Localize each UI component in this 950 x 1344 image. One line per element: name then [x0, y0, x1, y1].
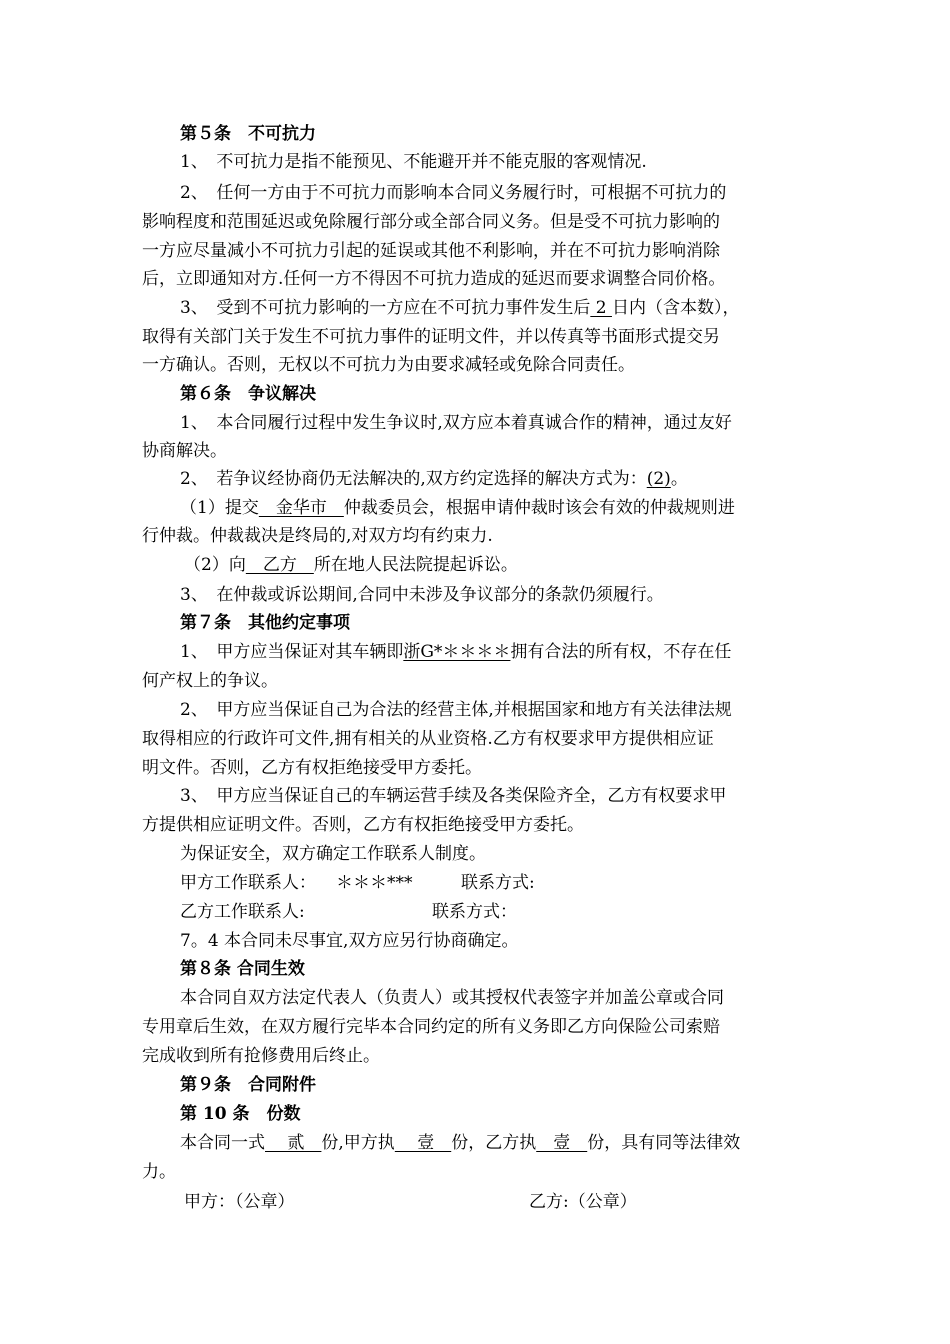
clause-text: 日内（含本数），	[611, 298, 740, 318]
article-6-heading: 第６条 争议解决	[180, 384, 316, 404]
arbitration-city-blank: 金华市	[258, 498, 344, 518]
days-blank: 2	[590, 298, 612, 318]
clause-text: 本合同一式	[180, 1133, 265, 1153]
article-8-line-3: 完成收到所有抢修费用后终止。	[142, 1046, 380, 1066]
party-a-copies-blank: 壹	[394, 1133, 452, 1153]
party-a-contact-method: 联系方式:	[461, 873, 535, 893]
article-6-option-1-line-1	[180, 496, 735, 520]
contact-system-statement: 为保证安全，双方确定工作联系人制度。	[180, 844, 486, 864]
party-a-contact-label: 甲方工作联系人：	[180, 873, 316, 893]
article-5-clause-3-line-2: 取得有关部门关于发生不可抗力事件的证明文件，并以传真等书面形式提交另	[142, 327, 720, 347]
court-party-blank: 乙方	[245, 555, 314, 575]
clause-text: 份，乙方执	[451, 1133, 537, 1153]
article-9-heading: 第９条 合同附件	[180, 1075, 316, 1095]
article-10-copies-line-2: 力。	[142, 1162, 176, 1182]
article-8-heading: 第８条 合同生效	[180, 959, 305, 979]
article-5-heading: 第５条 不可抗力	[180, 124, 316, 144]
clause-text: （2）向	[184, 555, 246, 575]
article-5-clause-2-line-1: 2、 任何一方由于不可抗力而影响本合同义务履行时，可根据不可抗力的	[180, 183, 727, 203]
vehicle-plate-blank: 浙G*＊＊＊＊	[403, 642, 511, 662]
clause-text: 所在地人民法院提起诉讼。	[313, 555, 518, 575]
article-7-clause-1-line-2: 何产权上的争议。	[142, 671, 278, 691]
resolution-choice-blank: (2)	[646, 469, 671, 489]
clause-text: 2、 若争议经协商仍无法解决的,双方约定选择的解决方式为：	[180, 469, 647, 489]
clause-text: 1、 甲方应当保证对其车辆即	[180, 642, 404, 662]
party-b-copies-blank: 壹	[536, 1133, 588, 1153]
clause-text: 份,甲方执	[321, 1133, 395, 1153]
article-7-clause-1-line-1	[180, 640, 731, 664]
party-a-contact-name: ＊＊＊***	[336, 873, 413, 893]
article-6-option-1-line-2: 行仲裁。仲裁裁决是终局的,对双方均有约束力.	[142, 526, 493, 546]
article-5-clause-1: 1、 不可抗力是指不能预见、不能避开并不能克服的客观情况.	[180, 152, 647, 172]
party-b-seal-label: 乙方:（公章）	[529, 1192, 637, 1212]
article-7-item-7-4: 7。4 本合同未尽事宜,双方应另行协商确定。	[180, 931, 519, 951]
article-6-clause-2	[180, 467, 688, 491]
clause-text: （1）提交	[180, 498, 259, 518]
clause-text: 仲裁委员会，根据申请仲裁时该会有效的仲裁规则进	[343, 498, 735, 518]
article-10-copies-line-1	[180, 1131, 740, 1155]
article-5-clause-3-line-1	[180, 296, 739, 320]
article-7-clause-3-line-1: 3、 甲方应当保证自己的车辆运营手续及各类保险齐全，乙方有权要求甲	[180, 786, 727, 806]
clause-text: 。	[670, 469, 688, 489]
article-6-clause-1-line-1: 1、 本合同履行过程中发生争议时,双方应本着真诚合作的精神，通过友好	[180, 413, 732, 433]
article-6-clause-1-line-2: 协商解决。	[142, 441, 227, 461]
article-6-option-2	[184, 553, 518, 577]
article-8-line-2: 专用章后生效，在双方履行完毕本合同约定的所有义务即乙方向保险公司索赔	[142, 1017, 720, 1037]
article-7-clause-3-line-2: 方提供相应证明文件。否则，乙方有权拒绝接受甲方委托。	[142, 815, 584, 835]
article-5-clause-2-line-3: 一方应尽量减小不可抗力引起的延误或其他不利影响，并在不可抗力影响消除	[142, 241, 720, 261]
total-copies-blank: 贰	[265, 1133, 322, 1153]
clause-text: 拥有合法的所有权，不存在任	[510, 642, 732, 662]
clause-text: 份，具有同等法律效	[587, 1133, 741, 1153]
article-5-clause-2-line-2: 影响程度和范围延迟或免除履行部分或全部合同义务。但是受不可抗力影响的	[142, 212, 720, 232]
article-5-clause-3-line-3: 一方确认。否则，无权以不可抗力为由要求减轻或免除合同责任。	[142, 355, 635, 375]
article-8-line-1: 本合同自双方法定代表人（负责人）或其授权代表签字并加盖公章或合同	[180, 988, 724, 1008]
article-10-heading: 第 10 条 份数	[180, 1104, 301, 1124]
article-5-clause-2-line-4: 后，立即通知对方.任何一方不得因不可抗力造成的延迟而要求调整合同价格。	[142, 269, 726, 289]
party-b-contact-method: 联系方式：	[432, 902, 517, 922]
article-7-clause-2-line-2: 取得相应的行政许可文件,拥有相关的从业资格.乙方有权要求甲方提供相应证	[142, 729, 714, 749]
article-7-clause-2-line-1: 2、 甲方应当保证自己为合法的经营主体,并根据国家和地方有关法律法规	[180, 700, 732, 720]
article-7-clause-2-line-3: 明文件。否则，乙方有权拒绝接受甲方委托。	[142, 758, 482, 778]
article-7-heading: 第７条 其他约定事项	[180, 613, 350, 633]
party-b-contact-label: 乙方工作联系人:	[180, 902, 305, 922]
clause-text: 3、 受到不可抗力影响的一方应在不可抗力事件发生后	[180, 298, 591, 318]
article-6-clause-3: 3、 在仲裁或诉讼期间,合同中未涉及争议部分的条款仍须履行。	[180, 585, 664, 605]
party-a-seal-label: 甲方：（公章）	[184, 1192, 295, 1212]
